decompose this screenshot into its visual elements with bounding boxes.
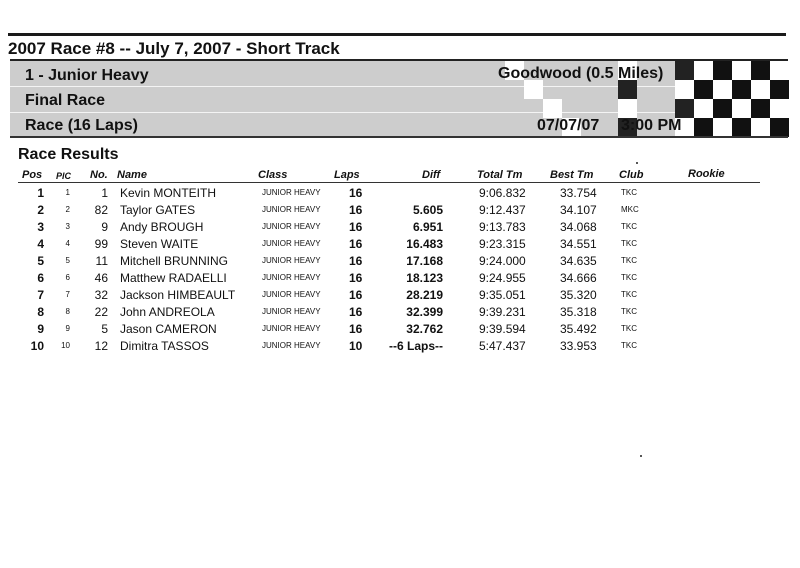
race-name: Final Race [25,92,106,109]
page-title: 2007 Race #8 -- July 7, 2007 - Short Track [8,39,340,58]
pic-cell: 4 [65,239,70,248]
table-row [0,186,800,203]
best-time-cell: 33.953 [560,339,597,353]
laps-cell: 16 [349,288,363,302]
checker-square [675,99,694,118]
col-header-club: Club [619,169,644,181]
checker-square [694,99,713,118]
checker-square [694,61,713,80]
checker-square [713,80,732,99]
table-row [0,220,800,237]
club-cell: TKC [621,341,637,350]
table-row [0,203,800,220]
checker-square [732,80,751,99]
col-header-no: No. [90,169,108,181]
best-time-cell: 34.551 [560,237,597,251]
checker-square [732,61,751,80]
scan-speck [636,162,638,164]
name-cell: Mitchell BRUNNING [120,254,229,268]
club-cell: TKC [621,222,637,231]
best-time-cell: 34.666 [560,271,597,285]
pic-cell: 6 [65,273,70,282]
col-header-pic: PIC [56,171,72,181]
class-cell: JUNIOR HEAVY [262,222,321,231]
checker-square [751,118,770,137]
pos-cell: 3 [37,220,44,234]
diff-cell: 6.951 [412,220,443,234]
checker-square [675,80,694,99]
pic-cell: 7 [65,290,70,299]
class-cell: JUNIOR HEAVY [262,290,321,299]
pic-cell: 1 [65,188,70,197]
number-cell: 46 [94,271,108,285]
number-cell: 99 [94,237,108,251]
total-time-cell: 9:06.832 [479,186,526,200]
header-rule [18,182,760,183]
number-cell: 9 [101,220,108,234]
total-time-cell: 9:24.955 [479,271,526,285]
col-header-total-time: Total Tm [477,169,523,181]
venue: Goodwood (0.5 Miles) [498,65,664,82]
total-time-cell: 9:35.051 [479,288,526,302]
col-header-rookie: Rookie [688,168,725,180]
col-header-pos: Pos [22,169,43,181]
club-cell: TKC [621,239,637,248]
checker-square [751,61,770,80]
number-cell: 1 [101,186,108,200]
pos-cell: 6 [37,271,44,285]
class-cell: JUNIOR HEAVY [262,341,321,350]
table-row [0,339,800,356]
diff-cell: 32.399 [406,305,443,319]
laps-cell: 10 [349,339,363,353]
name-cell: John ANDREOLA [120,305,215,319]
diff-cell: --6 Laps-- [389,339,443,353]
pic-cell: 9 [65,324,70,333]
checker-square [770,61,789,80]
pos-cell: 8 [37,305,44,319]
class-cell: JUNIOR HEAVY [262,239,321,248]
total-time-cell: 9:24.000 [479,254,526,268]
checker-square [770,80,789,99]
table-row [0,254,800,271]
laps-cell: 16 [349,220,363,234]
race-time: 3:00 PM [621,117,682,134]
checker-square [543,99,562,118]
best-time-cell: 33.754 [560,186,597,200]
checker-square [694,80,713,99]
top-rule [8,33,786,36]
name-cell: Steven WAITE [120,237,199,251]
checker-square [675,61,694,80]
pic-cell: 5 [65,256,70,265]
banner-bottom-rule [10,136,788,138]
section-title: Race Results [18,146,119,163]
laps-cell: 16 [349,254,363,268]
club-cell: TKC [621,188,637,197]
number-cell: 12 [94,339,108,353]
scan-speck [640,455,642,457]
col-header-best-time: Best Tm [550,169,594,181]
col-header-name: Name [117,169,147,181]
best-time-cell: 34.068 [560,220,597,234]
class-cell: JUNIOR HEAVY [262,188,321,197]
class-cell: JUNIOR HEAVY [262,256,321,265]
pic-cell: 3 [65,222,70,231]
checker-square [713,61,732,80]
table-row [0,288,800,305]
name-cell: Taylor GATES [120,203,196,217]
number-cell: 32 [94,288,108,302]
checker-square [713,118,732,137]
laps-cell: 16 [349,271,363,285]
pos-cell: 5 [37,254,44,268]
diff-cell: 17.168 [406,254,443,268]
number-cell: 11 [95,254,108,268]
pos-cell: 2 [37,203,44,217]
checker-square [694,118,713,137]
name-cell: Kevin MONTEITH [120,186,217,200]
pos-cell: 9 [37,322,44,336]
checker-square [713,99,732,118]
laps-cell: 16 [349,322,363,336]
total-time-cell: 5:47.437 [479,339,526,353]
name-cell: Dimitra TASSOS [120,339,209,353]
club-cell: TKC [621,256,637,265]
col-header-laps: Laps [334,169,360,181]
total-time-cell: 9:39.231 [479,305,526,319]
best-time-cell: 35.318 [560,305,597,319]
total-time-cell: 9:12.437 [479,203,526,217]
class-cell: JUNIOR HEAVY [262,307,321,316]
total-time-cell: 9:23.315 [479,237,526,251]
name-cell: Matthew RADAELLI [120,271,227,285]
diff-cell: 28.219 [406,288,443,302]
checker-square [770,99,789,118]
checker-square [732,99,751,118]
best-time-cell: 35.492 [560,322,597,336]
total-time-cell: 9:13.783 [479,220,526,234]
diff-cell: 5.605 [412,203,443,217]
laps-cell: 16 [349,203,363,217]
best-time-cell: 35.320 [560,288,597,302]
table-row [0,305,800,322]
laps-cell: 16 [349,305,363,319]
checker-square [770,118,789,137]
pos-cell: 1 [37,186,44,200]
club-cell: TKC [621,324,637,333]
club-cell: TKC [621,290,637,299]
checker-square [732,118,751,137]
laps-cell: 16 [349,237,363,251]
name-cell: Andy BROUGH [120,220,204,234]
total-time-cell: 9:39.594 [479,322,526,336]
diff-cell: 16.483 [406,237,443,251]
diff-cell: 18.123 [406,271,443,285]
pic-cell: 8 [65,307,70,316]
col-header-diff: Diff [422,169,441,181]
laps-cell: 16 [349,186,363,200]
name-cell: Jason CAMERON [120,322,217,336]
pos-cell: 10 [30,339,44,353]
name-cell: Jackson HIMBEAULT [120,288,236,302]
diff-cell: 32.762 [406,322,443,336]
table-row [0,271,800,288]
table-row [0,322,800,339]
pos-cell: 7 [37,288,44,302]
number-cell: 22 [94,305,108,319]
pos-cell: 4 [37,237,44,251]
class-cell: JUNIOR HEAVY [262,324,321,333]
best-time-cell: 34.107 [560,203,597,217]
checker-square [751,99,770,118]
checker-square [618,99,637,118]
col-header-class: Class [258,169,288,181]
club-cell: TKC [621,307,637,316]
race-laps: Race (16 Laps) [25,117,138,134]
class-cell: JUNIOR HEAVY [262,205,321,214]
class-cell: JUNIOR HEAVY [262,273,321,282]
club-cell: TKC [621,273,637,282]
pic-cell: 10 [61,341,70,350]
club-cell: MKC [621,205,639,214]
race-date: 07/07/07 [537,117,600,134]
number-cell: 5 [101,322,108,336]
number-cell: 82 [94,203,108,217]
pic-cell: 2 [65,205,70,214]
best-time-cell: 34.635 [560,254,597,268]
checker-square [751,80,770,99]
class-name: 1 - Junior Heavy [25,67,149,84]
table-row [0,237,800,254]
